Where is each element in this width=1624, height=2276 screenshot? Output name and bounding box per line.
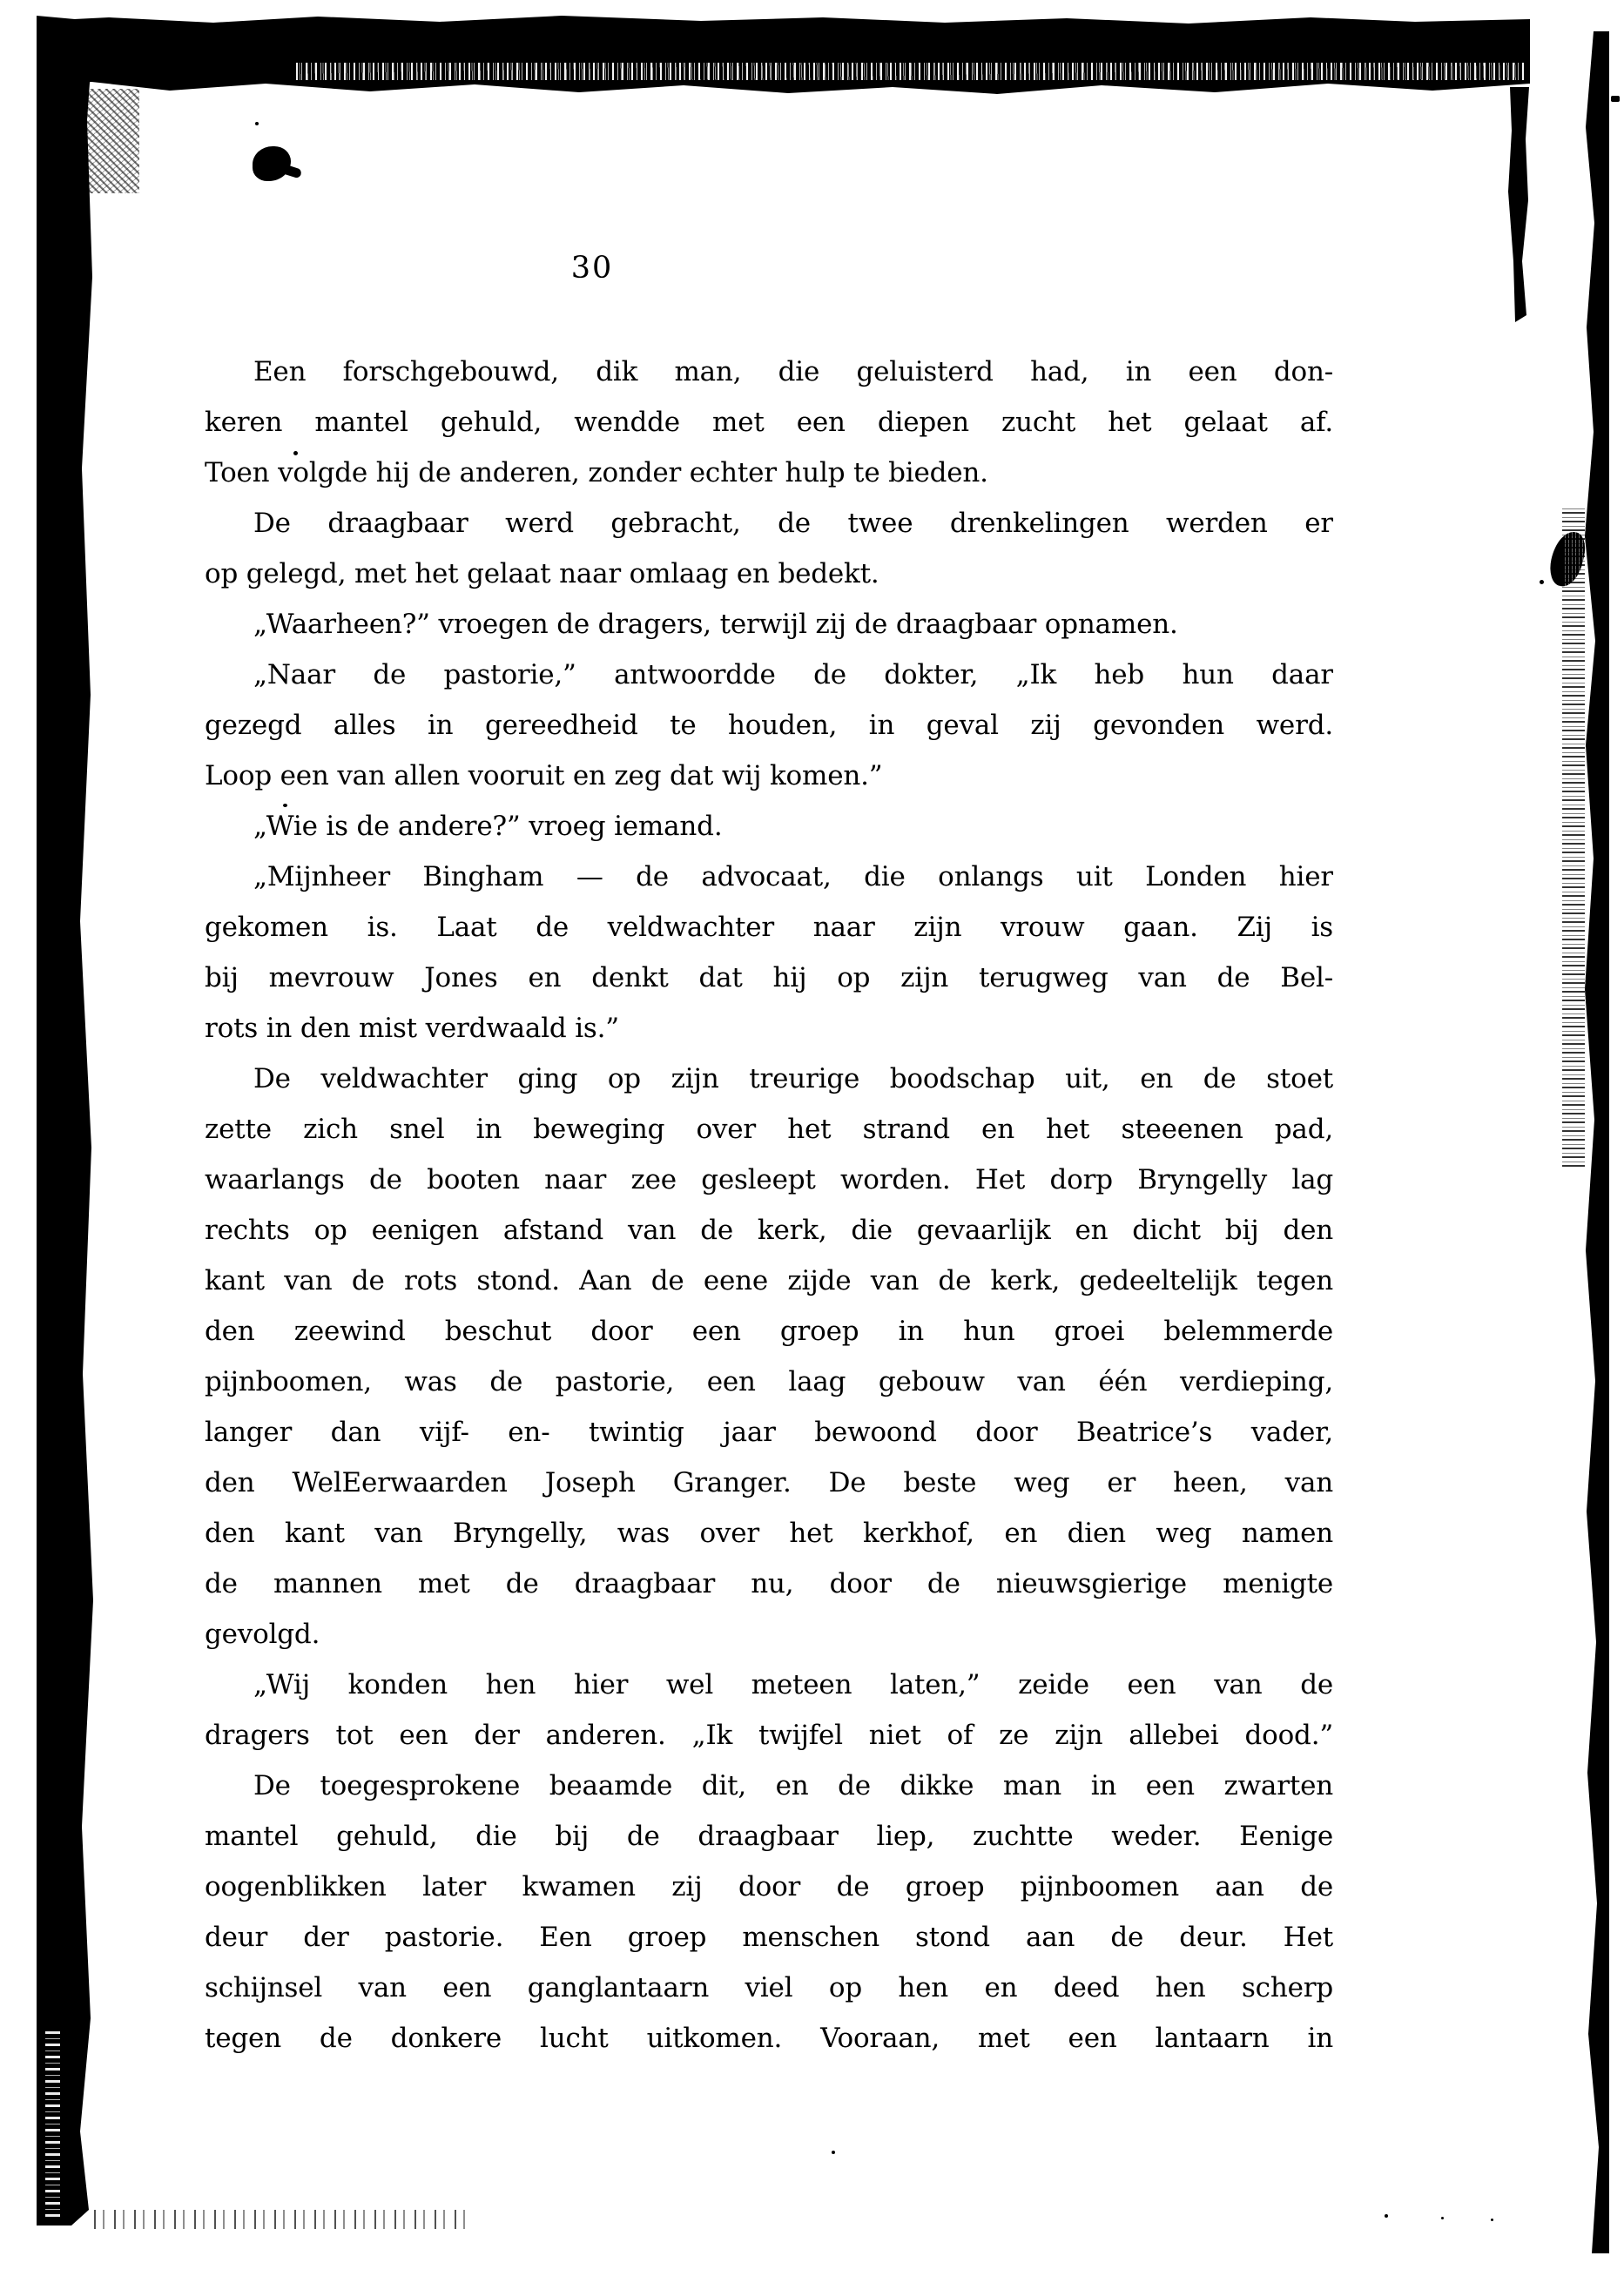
text-line: dragers tot een der anderen. „Ik twijfel niet of ze zijn allebei dood.” bbox=[205, 1720, 1333, 1751]
text-line: deur der pastorie. Een groep menschen stond aan de deur. Het bbox=[205, 1922, 1333, 1953]
ink-blob-body bbox=[253, 146, 291, 181]
text-line: „Naar de pastorie,” antwoordde de dokter, „Ik heb hun daar bbox=[253, 659, 1333, 690]
text-line: kant van de rots stond. Aan de eene zijde van de kerk, gedeeltelijk tegen bbox=[205, 1265, 1333, 1296]
page-number: 30 bbox=[570, 251, 614, 286]
text-line: bij mevrouw Jones en denkt dat hij op zijn terugweg van de Bel- bbox=[205, 962, 1333, 993]
text-line: rechts op eenigen afstand van de kerk, die gevaarlijk en dicht bij den bbox=[205, 1215, 1333, 1246]
speck bbox=[1540, 580, 1544, 584]
text-line: De draagbaar werd gebracht, de twee drenkelingen werden er bbox=[253, 508, 1333, 539]
text-line: rots in den mist verdwaald is.” bbox=[205, 1013, 619, 1044]
speck bbox=[1611, 96, 1620, 102]
text-line: waarlangs de booten naar zee gesleept worden. Het dorp Bryngelly lag bbox=[205, 1164, 1333, 1195]
text-block bbox=[205, 347, 1333, 2064]
text-line: gezegd alles in gereedheid te houden, in geval zij gevonden werd. bbox=[205, 710, 1333, 741]
scan-noise-corner bbox=[84, 89, 139, 193]
text-line: den zeewind beschut door een groep in hun groei belemmerde bbox=[205, 1316, 1333, 1347]
speck bbox=[1385, 2214, 1388, 2218]
scan-noise-left bbox=[45, 2029, 60, 2217]
text-line: schijnsel van een ganglantaarn viel op hen en deed hen scherp bbox=[205, 1972, 1333, 2003]
text-line: zette zich snel in beweging over het strand en het steeenen pad, bbox=[205, 1114, 1333, 1145]
text-line: oogenblikken later kwamen zij door de groep pijnboomen aan de bbox=[205, 1871, 1333, 1902]
text-line: gevolgd. bbox=[205, 1619, 320, 1650]
text-line: „Waarheen?” vroegen de dragers, terwijl zij de draagbaar opnamen. bbox=[253, 609, 1178, 640]
scan-border-left bbox=[37, 16, 94, 2225]
text-line: pijnboomen, was de pastorie, een laag gebouw van één verdieping, bbox=[205, 1366, 1333, 1397]
text-line: De veldwachter ging op zijn treurige boodschap uit, en de stoet bbox=[253, 1063, 1333, 1094]
text-line: mantel gehuld, die bij de draagbaar liep, zuchtte weder. Eenige bbox=[205, 1821, 1333, 1852]
text-line: Toen volgde hij de anderen, zonder echter hulp te bieden. bbox=[205, 457, 988, 488]
scan-border-right bbox=[1583, 31, 1609, 2253]
scan-corner-streak bbox=[1506, 87, 1529, 322]
scan-noise-top bbox=[296, 63, 1524, 80]
text-line: De toegesprokene beaamde dit, en de dikke man in een zwarten bbox=[253, 1770, 1333, 1801]
ink-blob-tail bbox=[285, 165, 303, 178]
speck bbox=[1441, 2217, 1444, 2219]
text-line: keren mantel gehuld, wendde met een diepen zucht het gelaat af. bbox=[205, 407, 1333, 438]
text-line: „Mijnheer Bingham — de advocaat, die onlangs uit Londen hier bbox=[253, 861, 1333, 892]
ink-blob bbox=[253, 146, 293, 183]
text-line: tegen de donkere lucht uitkomen. Vooraan, met een lantaarn in bbox=[205, 2023, 1333, 2054]
text-line: op gelegd, met het gelaat naar omlaag en bedekt. bbox=[205, 558, 879, 589]
scan-border-top bbox=[39, 16, 1530, 94]
text-line: de mannen met de draagbaar nu, door de nieuwsgierige menigte bbox=[205, 1568, 1333, 1599]
text-line: langer dan vijf- en- twintig jaar bewoond door Beatrice’s vader, bbox=[205, 1417, 1333, 1448]
text-line: Een forschgebouwd, dik man, die geluisterd had, in een don- bbox=[253, 356, 1333, 387]
text-line: „Wie is de andere?” vroeg iemand. bbox=[253, 811, 723, 842]
speck bbox=[255, 122, 259, 125]
text-line: den kant van Bryngelly, was over het kerkhof, en dien weg namen bbox=[205, 1518, 1333, 1549]
scan-noise-bottom bbox=[94, 2210, 468, 2229]
speck bbox=[1491, 2219, 1493, 2221]
speck bbox=[832, 2151, 835, 2154]
text-line: gekomen is. Laat de veldwachter naar zijn vrouw gaan. Zij is bbox=[205, 912, 1333, 943]
text-line: den WelEerwaarden Joseph Granger. De beste weg er heen, van bbox=[205, 1467, 1333, 1498]
text-line: „Wij konden hen hier wel meteen laten,” zeide een van de bbox=[253, 1669, 1333, 1700]
text-line: Loop een van allen vooruit en zeg dat wij komen.” bbox=[205, 760, 883, 791]
scan-noise-right bbox=[1562, 505, 1585, 1167]
